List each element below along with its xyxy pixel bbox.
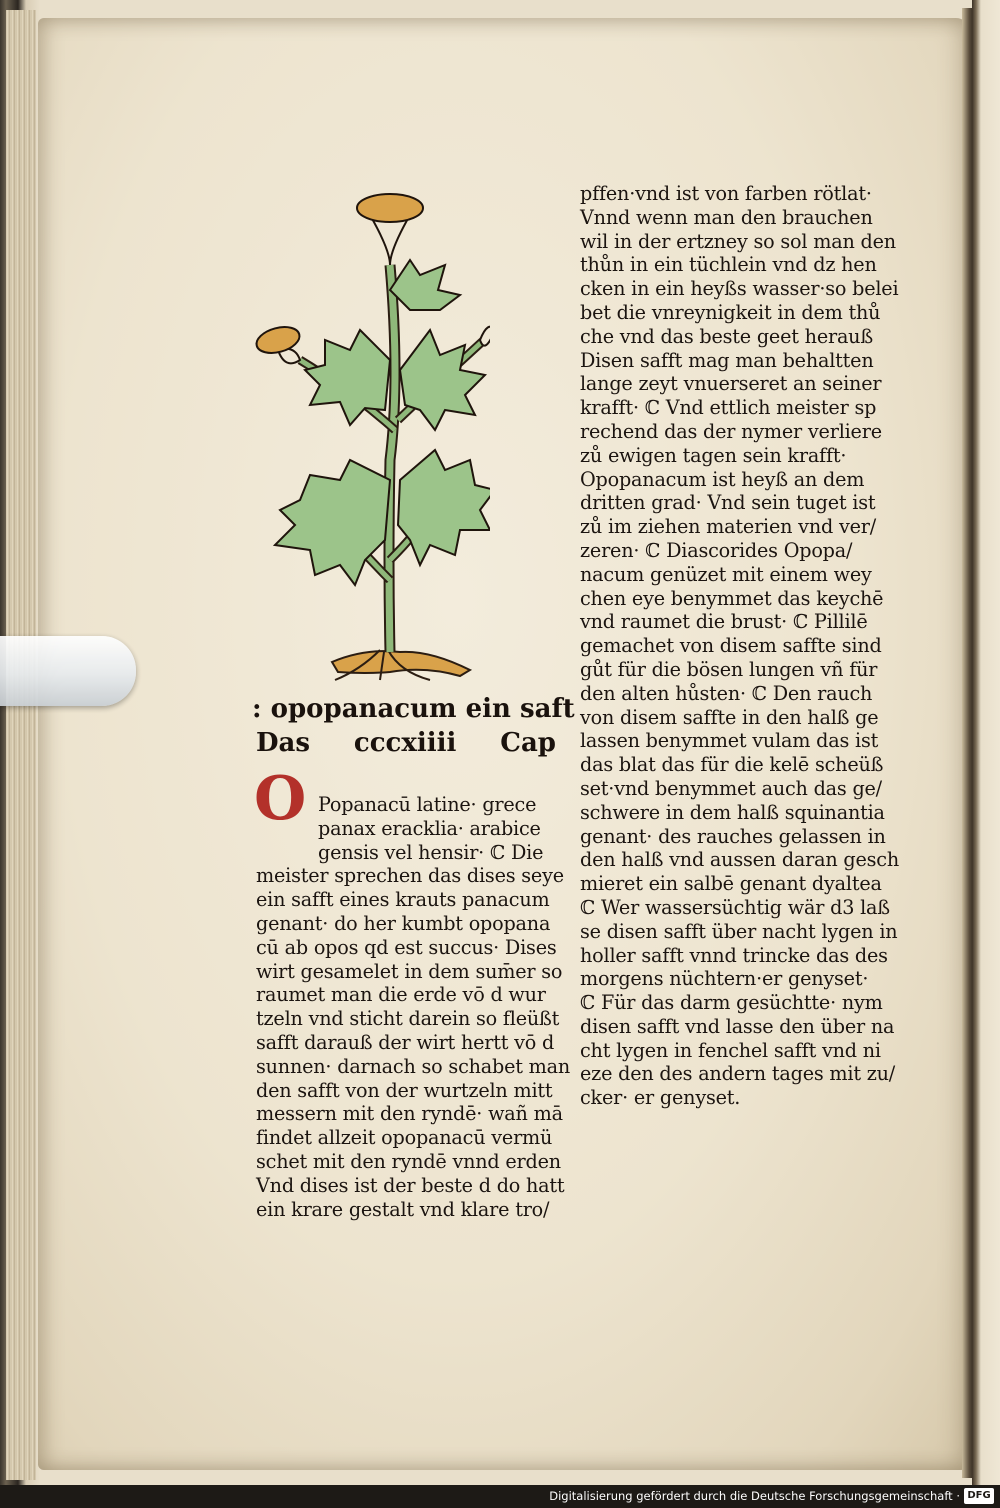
text-line: wirt gesamelet in dem sum̄er so [256, 959, 563, 983]
heading-cap: Cap [500, 728, 556, 758]
text-line: eze den des andern tages mit zu/ [580, 1062, 896, 1086]
text-line: dritten grad· Vnd sein tuget ist [580, 491, 876, 515]
text-line: genant· do her kumbt opopana [256, 911, 551, 935]
text-line: nacum genüzet mit einem wey [580, 562, 872, 586]
text-line: raumet man die erde vō d wur [256, 983, 546, 1007]
rubricated-initial: O [254, 764, 307, 834]
heading-number: cccxiiii [353, 728, 457, 758]
text-line: den alten hůsten· ℂ Den rauch [580, 681, 873, 705]
text-line: Disen safft mag man behaltten [580, 348, 874, 372]
text-line: rechend das der nymer verliere [580, 419, 882, 443]
right-text-column [580, 182, 899, 1110]
text-line: se disen safft über nacht lygen in [580, 919, 898, 943]
text-line: sunnen· darnach so schabet man [256, 1054, 571, 1078]
text-line: disen safft vnd lasse den über na [580, 1014, 895, 1038]
text-line: che vnd das beste geet herauß [580, 324, 873, 348]
text-line: mieret ein salbē genant dyaltea [580, 872, 882, 896]
dfg-logo: DFG [964, 1488, 994, 1504]
text-line: wil in der ertzney so sol man den [580, 229, 896, 253]
text-line: safft darauß der wirt hertt vō d [256, 1030, 555, 1054]
text-line: findet allzeit opopanacū vermü [256, 1126, 553, 1150]
text-line: von disem saffte in den halß ge [580, 705, 879, 729]
text-line: lassen benymmet vulam das ist [580, 729, 879, 753]
text-line: tzeln vnd sticht darein so fleüßt [256, 1007, 560, 1031]
text-line: ℂ Für das darm gesüchtte· nym [580, 991, 883, 1015]
text-line: zeren· ℂ Diascorides Opopa/ [580, 538, 853, 562]
text-line: gemachet von disem saffte sind [580, 634, 882, 658]
text-line: ein krare gestalt vnd klare tro/ [256, 1197, 550, 1221]
text-line: schet mit den ryndē vnnd erden [256, 1149, 561, 1173]
page-holder-clip [0, 636, 136, 706]
text-line: schwere in dem halß squinantia [580, 800, 885, 824]
text-line: krafft· ℂ Vnd ettlich meister sp [580, 396, 877, 420]
text-line: den safft von der wurtzeln mitt [256, 1078, 553, 1102]
text-line: thůn in ein tüchlein vnd dz hen [580, 253, 877, 277]
text-line: genant· des rauches gelassen in [580, 824, 886, 848]
text-line: cū ab opos qd est succus· Dises [256, 935, 557, 959]
heading-line-1: : opopanacum ein saft [252, 694, 575, 724]
text-line: set·vnd benymmet auch das ge/ [580, 776, 882, 800]
text-line: gůt für die bösen lungen vñ für [580, 657, 878, 681]
heading-line-2 [252, 726, 556, 760]
text-line: Opopanacum ist heyß an dem [580, 467, 865, 491]
heading-das: Das [256, 728, 311, 758]
funding-credit: Digitalisierung gefördert durch die Deutsche Forschungsgemeinschaft · [549, 1489, 960, 1503]
text-line: Popanacū latine· grece [318, 793, 537, 816]
text-line: gensis vel hensir· ℂ Die [318, 840, 544, 864]
text-line: den halß vnd aussen daran gesch [580, 848, 900, 872]
text-line: zů ewigen tagen sein krafft· [580, 443, 847, 467]
plant-woodcut-illustration [240, 180, 490, 685]
text-line: Vnnd wenn man den brauchen [580, 205, 873, 229]
text-line: cht lygen in fenchel safft vnd ni [580, 1038, 881, 1062]
text-line: panax eracklia· arabice [318, 816, 541, 840]
facing-page-text-fragments [976, 700, 1000, 1480]
text-line: vnd raumet die brust· ℂ Pillilē [580, 610, 868, 634]
flower-heads [254, 194, 490, 363]
text-line: morgens nüchtern·er genyset· [580, 967, 869, 991]
text-line: ein safft eines krauts panacum [256, 888, 550, 912]
text-line: bet die vnreynigkeit in dem thů [580, 300, 881, 324]
text-line: zů im ziehen materien vnd ver/ [580, 515, 876, 539]
text-line: messern mit den ryndē· wañ mā [256, 1102, 563, 1126]
text-line: chen eye benymmet das keychē [580, 586, 884, 610]
text-line: holler safft vnnd trincke das des [580, 943, 888, 967]
text-line: lange zeyt vnuerseret an seiner [580, 372, 882, 396]
text-line: cker· er genyset. [580, 1086, 741, 1110]
text-line: Vnd dises ist der beste d do hatt [256, 1173, 565, 1197]
text-line: pffen·vnd ist von farben rötlat· [580, 182, 872, 205]
text-line: ℂ Wer wassersüchtig wär d3 laß [580, 895, 890, 919]
text-line: das blat das für die kelē scheüß [580, 753, 884, 777]
footer-bar [0, 1485, 1000, 1508]
chapter-heading [252, 692, 575, 760]
text-line: cken in ein heyßs wasser·so belei [580, 277, 899, 301]
left-text-column [256, 793, 570, 1221]
left-page-edges [6, 10, 36, 1480]
text-line: meister sprechen das dises seye [256, 864, 564, 888]
